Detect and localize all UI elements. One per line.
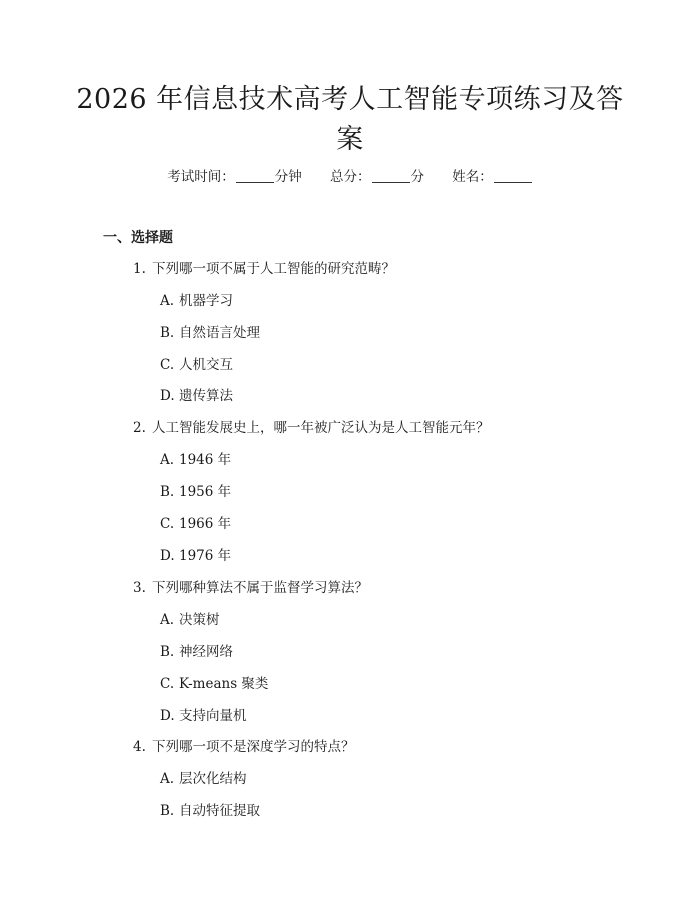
question-text: 下列哪一项不是深度学习的特点？ — [152, 739, 355, 755]
option-4b — [160, 801, 260, 821]
option-letter: A. — [160, 612, 175, 628]
option-letter: C. — [160, 357, 175, 373]
option-letter: D. — [160, 548, 175, 564]
option-text: 1946 年 — [179, 452, 232, 468]
exam-time-label: 考试时间： — [167, 169, 235, 185]
option-text: 遗传算法 — [179, 388, 233, 404]
question-number: 2. — [133, 420, 146, 436]
option-letter: C. — [160, 516, 175, 532]
option-text: 层次化结构 — [179, 771, 247, 787]
option-2d — [160, 546, 231, 566]
option-letter: B. — [160, 484, 175, 500]
option-text: 决策树 — [179, 612, 220, 628]
option-letter: B. — [160, 325, 175, 341]
option-3b — [160, 642, 233, 662]
exam-time-unit: 分钟 — [274, 169, 302, 185]
total-score-blank — [372, 168, 410, 183]
option-text: K-means 聚类 — [179, 676, 269, 692]
option-2b — [160, 482, 231, 502]
option-text: 1966 年 — [179, 516, 232, 532]
question-4 — [133, 737, 355, 757]
option-text: 1976 年 — [179, 548, 232, 564]
student-name-blank — [494, 168, 532, 183]
option-letter: A. — [160, 293, 175, 309]
question-number: 1. — [133, 261, 146, 277]
exam-time-blank — [236, 168, 274, 183]
question-text: 下列哪种算法不属于监督学习算法？ — [152, 580, 368, 596]
option-3c — [160, 674, 268, 694]
document-title — [60, 80, 640, 160]
option-text: 神经网络 — [179, 644, 233, 660]
question-number: 4. — [133, 739, 146, 755]
option-text: 自动特征提取 — [179, 803, 260, 819]
question-3 — [133, 578, 368, 598]
option-1b — [160, 323, 260, 343]
option-text: 机器学习 — [179, 293, 233, 309]
option-4a — [160, 769, 247, 789]
question-text: 人工智能发展史上，哪一年被广泛认为是人工智能元年？ — [152, 420, 490, 436]
option-1d — [160, 386, 233, 406]
option-letter: A. — [160, 771, 175, 787]
option-text: 自然语言处理 — [179, 325, 260, 341]
option-letter: D. — [160, 708, 175, 724]
question-1 — [133, 259, 395, 279]
option-letter: B. — [160, 803, 175, 819]
option-letter: D. — [160, 388, 175, 404]
total-score-label: 总分： — [330, 169, 371, 185]
section-title: 一、选择题 — [103, 230, 173, 246]
question-text: 下列哪一项不属于人工智能的研究范畴？ — [152, 261, 395, 277]
question-number: 3. — [133, 580, 146, 596]
option-text: 1956 年 — [179, 484, 232, 500]
option-letter: A. — [160, 452, 175, 468]
option-letter: B. — [160, 644, 175, 660]
option-3d — [160, 706, 247, 726]
option-2a — [160, 450, 231, 470]
option-1c — [160, 355, 233, 375]
title-line-1: 2026 年信息技术高考人工智能专项练习及答 — [76, 84, 624, 115]
option-text: 支持向量机 — [179, 708, 247, 724]
student-name-label: 姓名： — [452, 169, 493, 185]
option-text: 人机交互 — [179, 357, 233, 373]
option-letter: C. — [160, 676, 175, 692]
exam-time — [167, 167, 302, 187]
option-2c — [160, 514, 231, 534]
option-3a — [160, 610, 220, 630]
total-score-unit: 分 — [410, 169, 424, 185]
title-line-2: 案 — [336, 124, 364, 155]
exam-meta — [0, 167, 700, 187]
student-name — [452, 167, 533, 187]
option-1a — [160, 291, 233, 311]
question-2 — [133, 418, 490, 438]
total-score — [330, 167, 424, 187]
